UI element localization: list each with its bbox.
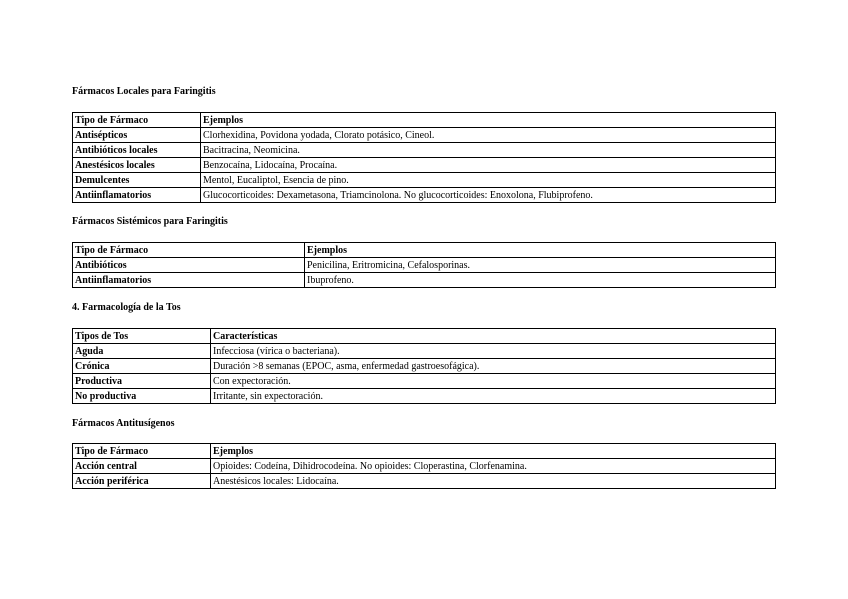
column-header: Tipos de Tos xyxy=(73,329,211,344)
row-value: Clorhexidina, Povidona yodada, Clorato potásico, Cineol. xyxy=(201,128,776,143)
column-header: Tipo de Fármaco xyxy=(73,444,211,459)
row-value: Bacitracina, Neomicina. xyxy=(201,143,776,158)
row-value: Penicilina, Eritromicina, Cefalosporinas. xyxy=(305,258,776,273)
table-local-pharyngitis-drugs xyxy=(72,112,776,203)
table-row xyxy=(73,188,776,203)
table-row xyxy=(73,173,776,188)
table-header-row xyxy=(73,444,776,459)
table-systemic-pharyngitis-drugs xyxy=(72,242,776,288)
table-row xyxy=(73,374,776,389)
table-row xyxy=(73,344,776,359)
row-label: Antibióticos locales xyxy=(73,143,201,158)
table-row xyxy=(73,128,776,143)
row-value: Benzocaína, Lidocaína, Procaína. xyxy=(201,158,776,173)
row-value: Glucocorticoides: Dexametasona, Triamcinolona. No glucocorticoides: Enoxolona, Flubiprofeno. xyxy=(201,188,776,203)
row-label: Aguda xyxy=(73,344,211,359)
column-header: Características xyxy=(211,329,776,344)
table-cough-types xyxy=(72,328,776,404)
row-label: Crónica xyxy=(73,359,211,374)
column-header: Ejemplos xyxy=(211,444,776,459)
row-label: Anestésicos locales xyxy=(73,158,201,173)
row-value: Ibuprofeno. xyxy=(305,273,776,288)
row-value: Duración >8 semanas (EPOC, asma, enfermedad gastroesofágica). xyxy=(211,359,776,374)
row-label: Antiinflamatorios xyxy=(73,273,305,288)
row-label: Antibióticos xyxy=(73,258,305,273)
row-value: Opioides: Codeína, Dihidrocodeína. No opioides: Cloperastina, Clorfenamina. xyxy=(211,459,776,474)
row-label: Antiinflamatorios xyxy=(73,188,201,203)
table-row xyxy=(73,273,776,288)
section-heading: Fármacos Locales para Faringitis xyxy=(72,86,216,97)
section-heading: Fármacos Antitusígenos xyxy=(72,418,175,429)
row-value: Irritante, sin expectoración. xyxy=(211,389,776,404)
row-label: Acción central xyxy=(73,459,211,474)
row-value: Infecciosa (vírica o bacteriana). xyxy=(211,344,776,359)
row-value: Mentol, Eucaliptol, Esencia de pino. xyxy=(201,173,776,188)
section-heading: 4. Farmacología de la Tos xyxy=(72,302,181,313)
section-heading: Fármacos Sistémicos para Faringitis xyxy=(72,216,228,227)
column-header: Tipo de Fármaco xyxy=(73,243,305,258)
row-value: Con expectoración. xyxy=(211,374,776,389)
row-label: Demulcentes xyxy=(73,173,201,188)
table-header-row xyxy=(73,329,776,344)
column-header: Ejemplos xyxy=(305,243,776,258)
table-row xyxy=(73,389,776,404)
table-row xyxy=(73,459,776,474)
column-header: Ejemplos xyxy=(201,113,776,128)
table-row xyxy=(73,143,776,158)
row-label: Acción periférica xyxy=(73,474,211,489)
row-label: Productiva xyxy=(73,374,211,389)
table-row xyxy=(73,474,776,489)
table-row xyxy=(73,258,776,273)
row-value: Anestésicos locales: Lidocaína. xyxy=(211,474,776,489)
table-row xyxy=(73,158,776,173)
table-header-row xyxy=(73,243,776,258)
table-row xyxy=(73,359,776,374)
row-label: No productiva xyxy=(73,389,211,404)
row-label: Antisépticos xyxy=(73,128,201,143)
column-header: Tipo de Fármaco xyxy=(73,113,201,128)
table-header-row xyxy=(73,113,776,128)
table-antitussive-drugs xyxy=(72,443,776,489)
